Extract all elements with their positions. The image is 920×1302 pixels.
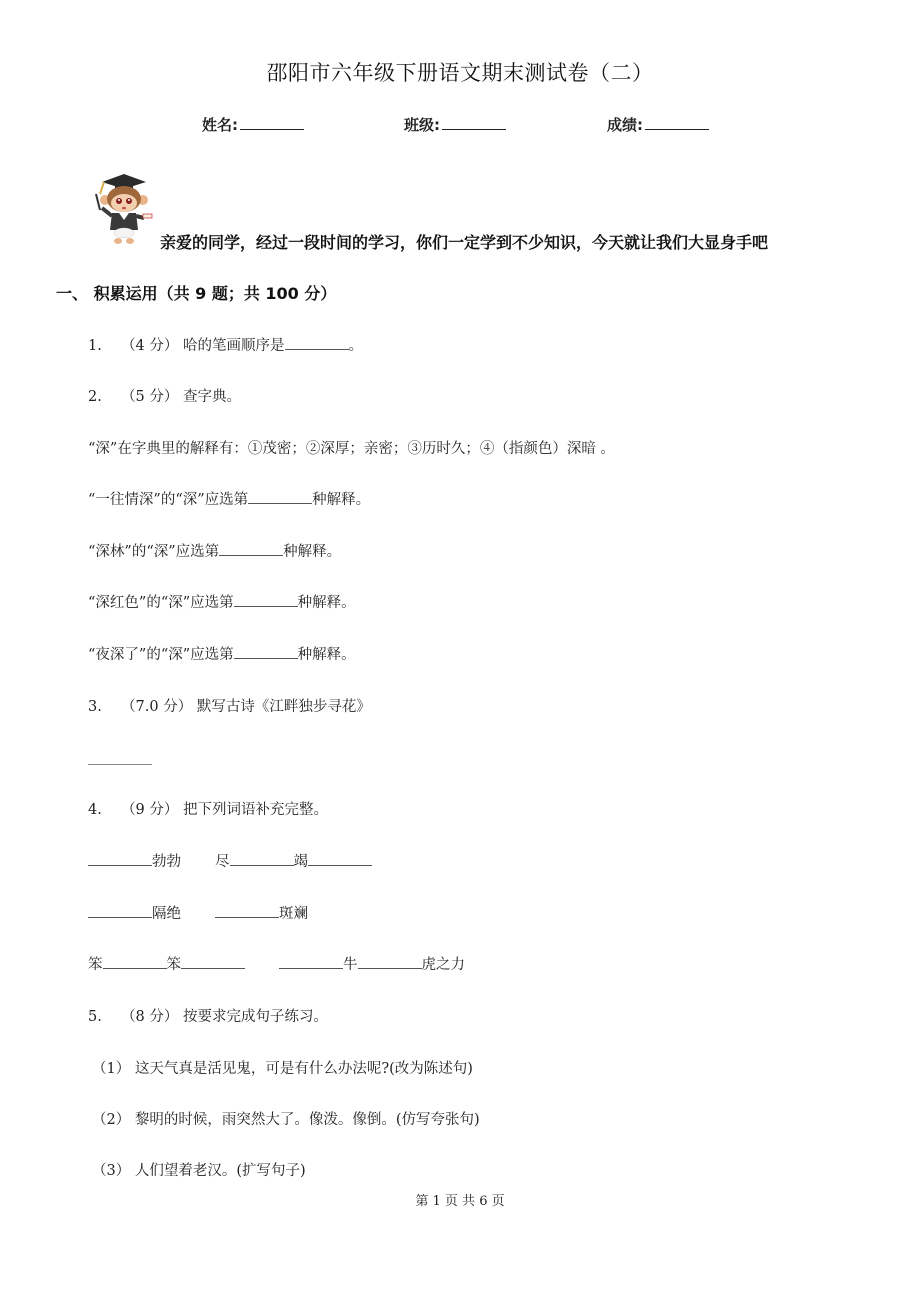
sub-question-text: 人们望着老汉。(扩写句子) — [134, 1163, 306, 1179]
answer-blank[interactable] — [248, 490, 312, 504]
answer-blank[interactable] — [88, 764, 152, 765]
answer-blank[interactable] — [181, 955, 245, 969]
question-5 — [88, 1005, 328, 1026]
question-number: 2. — [88, 389, 102, 405]
sub-question — [92, 1159, 306, 1180]
answer-blank[interactable] — [234, 645, 298, 659]
sub-question — [88, 591, 356, 612]
sub-question-number: （3） — [92, 1163, 131, 1179]
answer-blank[interactable] — [285, 336, 349, 350]
idiom-fragment: 勃勃 — [152, 854, 181, 870]
idiom-fragment: 虎之力 — [421, 957, 465, 973]
question-3 — [88, 695, 371, 716]
idiom-fragment: 隔绝 — [152, 906, 181, 922]
question-score: （7.0 分） — [121, 699, 193, 715]
section-heading: 一、 积累运用（共 9 题；共 100 分） — [56, 284, 337, 303]
sub-question-suffix: 种解释。 — [297, 595, 356, 611]
sub-question-text: “深红色”的“深”应选第 — [88, 595, 234, 611]
document-title: 邵阳市六年级下册语文期末测试卷（二） — [266, 61, 654, 85]
answer-blank[interactable] — [215, 904, 279, 918]
answer-blank[interactable] — [358, 955, 422, 969]
name-blank[interactable] — [240, 115, 304, 130]
question-score: （9 分） — [121, 802, 179, 818]
question-4 — [88, 798, 328, 819]
graduate-monkey-mascot-icon — [88, 168, 154, 246]
question-prompt: 按要求完成句子练习。 — [183, 1009, 329, 1025]
question-score: （4 分） — [121, 338, 179, 354]
answer-blank[interactable] — [279, 955, 343, 969]
dictionary-definitions: “深”在字典里的解释有：①茂密；②深厚；亲密；③历时久；④（指颜色）深暗 。 — [88, 441, 615, 457]
question-number: 5. — [88, 1009, 102, 1025]
question-number: 4. — [88, 802, 102, 818]
question-number: 1. — [88, 338, 102, 354]
score-blank[interactable] — [645, 115, 709, 130]
question-number: 3. — [88, 699, 102, 715]
sub-question-text: 这天气真是活见鬼，可是有什么办法呢?(改为陈述句) — [134, 1061, 473, 1077]
answer-blank[interactable] — [88, 904, 152, 918]
question-1 — [88, 334, 363, 355]
answer-blank[interactable] — [308, 852, 372, 866]
name-label: 姓名: — [202, 116, 238, 134]
question-prompt: 查字典。 — [183, 389, 242, 405]
answer-blank[interactable] — [234, 593, 298, 607]
idiom-fragment: 竭 — [293, 854, 308, 870]
question-score: （8 分） — [121, 1009, 179, 1025]
name-field[interactable] — [202, 114, 304, 135]
sub-question — [88, 488, 370, 509]
question-score: （5 分） — [121, 389, 179, 405]
answer-blank[interactable] — [230, 852, 294, 866]
idiom-row-1 — [88, 850, 372, 871]
idiom-fragment: 笨 — [166, 957, 181, 973]
idiom-fragment: 牛 — [343, 957, 358, 973]
answer-blank[interactable] — [219, 542, 283, 556]
class-label: 班级: — [404, 116, 440, 134]
sub-question-suffix: 种解释。 — [283, 544, 342, 560]
question-suffix: 。 — [348, 338, 364, 354]
sub-question-text: “一往情深”的“深”应选第 — [88, 492, 249, 508]
sub-question — [88, 540, 341, 561]
sub-question-text: “深林”的“深”应选第 — [88, 544, 220, 560]
sub-question-number: （1） — [92, 1061, 131, 1077]
sub-question — [88, 643, 356, 664]
question-2 — [88, 385, 241, 406]
class-blank[interactable] — [442, 115, 506, 130]
score-field[interactable] — [607, 114, 709, 135]
page-indicator: 第 1 页 共 6 页 — [415, 1194, 505, 1209]
idiom-row-3 — [88, 953, 465, 974]
idiom-fragment: 斑斓 — [279, 906, 308, 922]
sub-question-text: “夜深了”的“深”应选第 — [88, 647, 234, 663]
sub-question-number: （2） — [92, 1112, 131, 1128]
sub-question-text: 黎明的时候，雨突然大了。像泼。像倒。(仿写夸张句) — [134, 1112, 480, 1128]
question-prompt: 哈的笔画顺序是 — [183, 338, 285, 354]
answer-blank[interactable] — [103, 955, 167, 969]
score-label: 成绩: — [607, 116, 643, 134]
class-field[interactable] — [404, 114, 506, 135]
sub-question-suffix: 种解释。 — [312, 492, 371, 508]
idiom-fragment: 笨 — [88, 957, 103, 973]
question-prompt: 默写古诗《江畔独步寻花》 — [196, 699, 371, 715]
sub-question-suffix: 种解释。 — [297, 647, 356, 663]
question-prompt: 把下列词语补充完整。 — [183, 802, 329, 818]
idiom-fragment: 尽 — [215, 854, 230, 870]
sub-question — [92, 1057, 473, 1078]
sub-question — [92, 1108, 480, 1129]
answer-blank[interactable] — [88, 852, 152, 866]
greeting-text: 亲爱的同学，经过一段时间的学习，你们一定学到不少知识，今天就让我们大显身手吧 — [160, 233, 769, 252]
idiom-row-2 — [88, 902, 308, 923]
